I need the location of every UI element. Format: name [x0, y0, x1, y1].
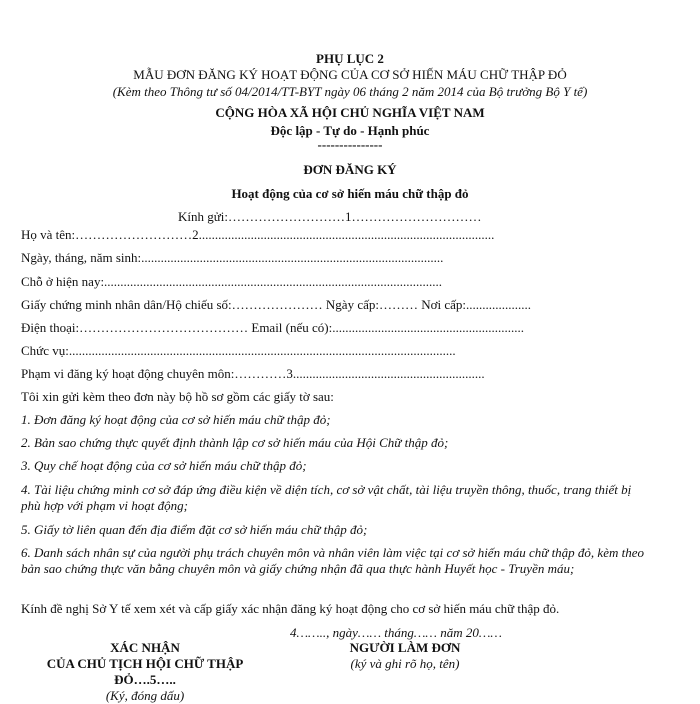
attachment-item: 2. Bản sao chứng thực quyết định thành lập cơ sở hiến máu của Hội Chữ thập đỏ;: [21, 435, 449, 450]
country-name: CỘNG HÒA XÃ HỘI CHỦ NGHĨA VIỆT NAM: [215, 105, 485, 120]
chairman-confirmation-title: ĐỎ….5…..: [114, 672, 176, 687]
dob-field: Ngày, tháng, năm sinh:.............................................................................................: [21, 250, 444, 265]
applicant-signature-block: [330, 640, 480, 672]
address-field: Chỗ ở hiện nay:........................................................................................................: [21, 274, 443, 289]
signature-note: (ký và ghi rõ họ, tên): [350, 656, 460, 671]
document-subtitle: Hoạt động của cơ sở hiến máu chữ thập đỏ: [231, 186, 469, 201]
attachment-item: 1. Đơn đăng ký hoạt động của cơ sở hiến máu chữ thập đỏ;: [21, 412, 331, 427]
position-field: Chức vụ:.......................................................................................................................: [21, 343, 456, 358]
legal-reference: (Kèm theo Thông tư số 04/2014/TT-BYT ngày 06 tháng 2 năm 2014 của Bộ trưởng Bộ Y tế): [112, 84, 588, 99]
form-name: MẪU ĐƠN ĐĂNG KÝ HOẠT ĐỘNG CỦA CƠ SỞ HIẾN MÁU CHỮ THẬP ĐỎ: [133, 67, 567, 82]
attachment-item: 5. Giấy tờ liên quan đến địa điểm đặt cơ sở hiến máu chữ thập đỏ;: [21, 522, 368, 537]
national-motto: Độc lập - Tự do - Hạnh phúc: [270, 123, 430, 138]
attachment-item: 4. Tài liệu chứng minh cơ sở đáp ứng điều kiện về diện tích, cơ sở vật chất, tài liệu truyền thông, thuốc, trang thiết bị phù hợp với phạm vi hoạt động;: [21, 482, 632, 513]
date-place-line: 4…….., ngày…… tháng…… năm 20……: [290, 625, 502, 640]
recipient-line: Kính gửi:………………………1…………………………: [178, 209, 482, 224]
name-field: Họ và tên:………………………2...........................................................................................: [21, 227, 495, 242]
chairman-confirmation-title: CỦA CHỦ TỊCH HỘI CHỮ THẬP: [46, 656, 244, 671]
chairman-confirmation-block: [20, 640, 270, 704]
phone-email-field: Điện thoại:………………………………… Email (nếu có):...........................................................: [21, 320, 524, 335]
request-statement: Kính đề nghị Sở Y tế xem xét và cấp giấy xác nhận đăng ký hoạt động cho cơ sở hiến máu chữ thập đỏ.: [21, 601, 560, 616]
scope-field: Phạm vi đăng ký hoạt động chuyên môn:…………3...........................................................: [21, 366, 485, 381]
appendix-label: PHỤ LỤC 2: [316, 51, 384, 66]
attachments-intro: Tôi xin gửi kèm theo đơn này bộ hồ sơ gồm các giấy tờ sau:: [21, 389, 334, 404]
header-divider: ---------------: [317, 137, 383, 152]
attachment-item: 3. Quy chế hoạt động của cơ sở hiến máu chữ thập đỏ;: [21, 458, 307, 473]
chairman-confirmation-title: XÁC NHẬN: [110, 640, 180, 655]
id-card-field: Giấy chứng minh nhân dân/Hộ chiếu số:………………… Ngày cấp:……… Nơi cấp:....................: [21, 297, 532, 312]
applicant-title: NGƯỜI LÀM ĐƠN: [349, 640, 461, 655]
seal-note: (Ký, đóng dấu): [105, 688, 185, 703]
attachment-item: 6. Danh sách nhân sự của người phụ trách chuyên môn và nhân viên làm việc tại cơ sở hiến máu chữ thập đỏ, kèm theo bản sao chứng thực văn bằng chuyên môn và giấy chứng nhận đã qua thực hành Huyết học - Truyền máu;: [21, 545, 644, 576]
document-title: ĐƠN ĐĂNG KÝ: [303, 162, 397, 177]
